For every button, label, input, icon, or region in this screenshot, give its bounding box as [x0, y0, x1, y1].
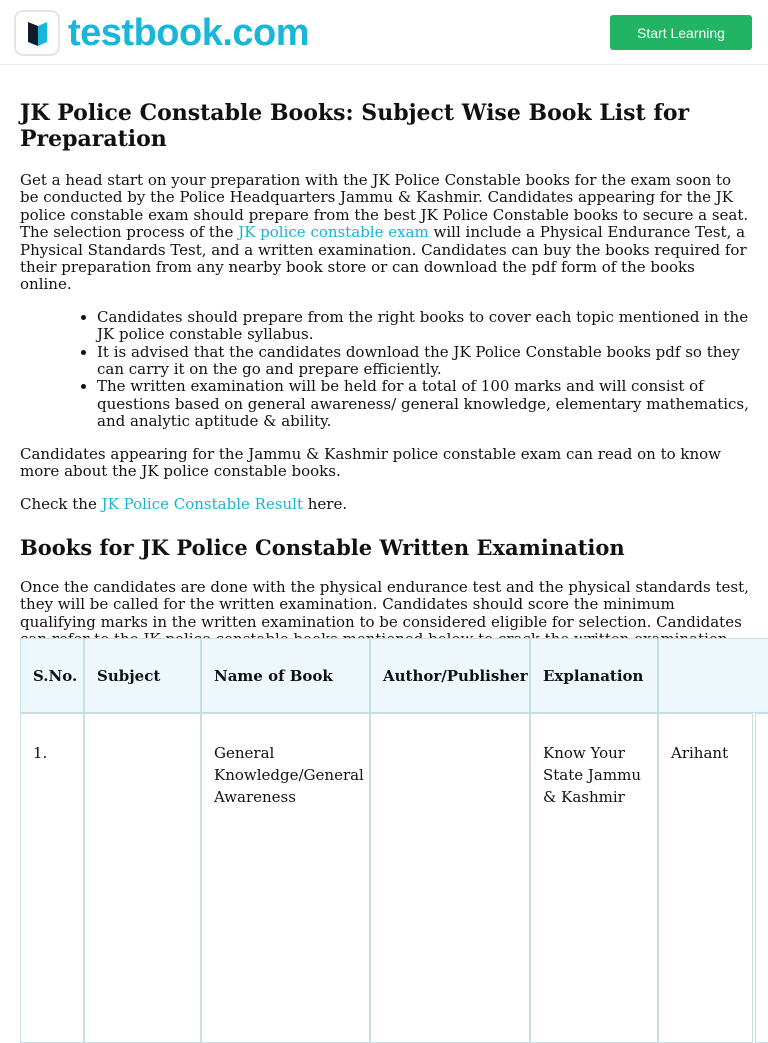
article-content — [20, 100, 750, 681]
intro-text-1: Get a head start on your preparation with the JK Police Constable books for the exam soon to be conducted by the Police Headquarters Jammu & Kashmir. Candidates appearing for the JK police constable exam should prepare from the best JK Police Constable books to secure a seat. The selection process of the — [20, 171, 749, 242]
logo-text: testbook.com — [68, 12, 310, 54]
intro-paragraph — [20, 172, 750, 294]
table-cell-publisher: Arihant — [658, 713, 753, 1043]
page-title: JK Police Constable Books: Subject Wise Book List for Preparation — [20, 100, 690, 152]
site-logo[interactable] — [14, 10, 309, 56]
check-result-line — [20, 496, 750, 513]
jk-police-exam-link[interactable]: JK police constable exam — [238, 223, 429, 242]
info-paragraph: Candidates appearing for the Jammu & Kashmir police constable exam can read on to know more about the JK police constable books. — [20, 444, 722, 481]
section-paragraph: Once the candidates are done with the physical endurance test and the physical standards test, they will be called for the written examination. Candidates should score the minimum qualifying marks in the written examination to be considered eligible for selection. Candidates — [20, 577, 749, 631]
start-learning-button[interactable]: Start Learning — [610, 15, 752, 50]
section-heading: Books for JK Police Constable Written Examination — [20, 534, 625, 560]
table-header-explanation: Explanation — [530, 638, 658, 713]
constable-result-link[interactable]: JK Police Constable Result — [101, 494, 303, 513]
table-header-book: Name of Book — [201, 638, 370, 713]
list-item: • It is advised that the candidates download the JK Police Constable books pdf so they can carry it on the go and prepare efficiently. — [97, 344, 750, 379]
table-cell-sno: 1. — [20, 713, 84, 1043]
table-header-extra — [658, 638, 768, 713]
key-points-list — [20, 309, 750, 431]
table-cell-explanation: Know Your State Jammu & Kashmir — [530, 713, 658, 1043]
books-table — [20, 638, 768, 1038]
check-suffix: here. — [303, 494, 348, 513]
table-cell-subject — [84, 713, 201, 1043]
list-item: • Candidates should prepare from the right books to cover each topic mentioned in the JK police constable syllabus. — [97, 309, 750, 344]
table-cell-book: General Knowledge/General Awareness — [201, 713, 370, 1043]
site-header — [0, 0, 768, 65]
table-header-author: Author/Publisher — [370, 638, 530, 713]
table-cell-author — [370, 713, 530, 1043]
table-header-sno: S.No. — [20, 638, 84, 713]
intro-text-2: will include a Physical Endurance Test, a Physical Standards Test, and a written examination. Candidates can buy the books required for their preparation from any nearby book store or can download the pdf form of the books online. — [20, 223, 747, 294]
testbook-logo-icon — [14, 10, 60, 56]
check-prefix: Check the — [20, 494, 102, 513]
list-item: • The written examination will be held for a total of 100 marks and will consist of questions based on general awareness/ general knowledge, elementary mathematics, and analytic aptitude & ability. — [97, 378, 750, 430]
table-header-subject: Subject — [84, 638, 201, 713]
table-cell-overflow — [755, 713, 768, 1043]
